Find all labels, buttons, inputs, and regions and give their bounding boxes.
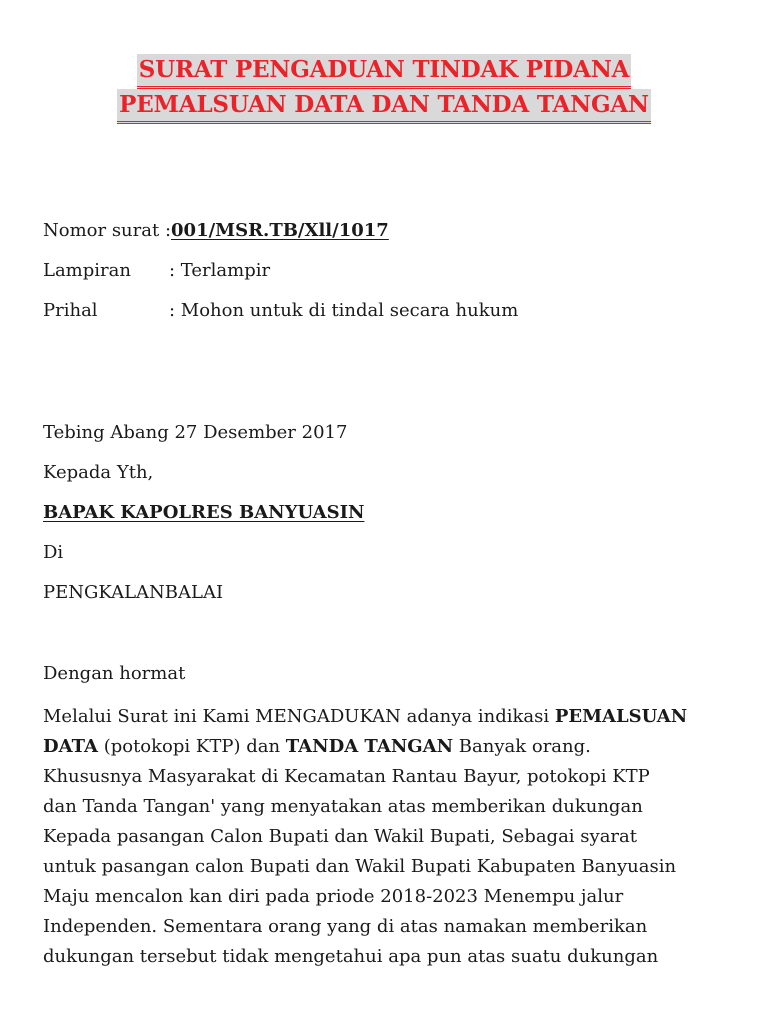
body-line [43, 732, 733, 762]
body-line: Khususnya Masyarakat di Kecamatan Rantau Bayur, potokopi KTP [43, 766, 650, 787]
nomor-surat-label: Nomor surat : [43, 220, 172, 241]
body-text: (potokopi KTP) dan [97, 736, 286, 757]
recipient-city: PENGKALANBALAI [43, 582, 224, 603]
body-line: untuk pasangan calon Bupati dan Wakil Bupati Kabupaten Banyuasin [43, 856, 677, 877]
lampiran-value: : Terlampir [169, 260, 271, 281]
body-bold-text: TANDA TANGAN [285, 736, 454, 757]
prihal-row [43, 299, 518, 323]
body-line: Maju mencalon kan diri pada priode 2018-2023 Menempu jalur [43, 886, 624, 907]
title-line-2: PEMALSUAN DATA DAN TANDA TANGAN [117, 89, 651, 124]
body-line: Kepada pasangan Calon Bupati dan Wakil Bupati, Sebagai syarat [43, 826, 637, 847]
body-line [43, 702, 733, 732]
title-line-1: SURAT PENGADUAN TINDAK PIDANA [137, 54, 632, 89]
prihal-value: : Mohon untuk di tindal secara hukum [169, 300, 519, 321]
kepada-yth: Kepada Yth, [43, 462, 154, 483]
body-bold-text: PEMALSUAN [554, 706, 688, 727]
body-line: dukungan tersebut tidak mengetahui apa pun atas suatu dukungan [43, 946, 659, 967]
body-line: dan Tanda Tangan' yang menyatakan atas memberikan dukungan [43, 796, 643, 817]
body-line: Independen. Sementara orang yang di atas namakan memberikan [43, 916, 648, 937]
lampiran-row [43, 259, 270, 283]
nomor-surat-row [43, 219, 389, 243]
body-paragraph [43, 702, 733, 972]
body-bold-text: DATA [43, 736, 98, 757]
di-label: Di [43, 542, 64, 563]
recipient-name: BAPAK KAPOLRES BANYUASIN [43, 502, 365, 523]
place-date: Tebing Abang 27 Desember 2017 [43, 422, 348, 443]
greeting: Dengan hormat [43, 663, 186, 684]
body-text: Melalui Surat ini Kami MENGADUKAN adanya indikasi [43, 706, 555, 727]
prihal-label: Prihal [43, 300, 98, 321]
body-text: Banyak orang. [453, 736, 591, 757]
letter-title [0, 54, 768, 124]
nomor-surat-value: 001/MSR.TB/Xll/1017 [171, 220, 389, 241]
lampiran-label: Lampiran [43, 260, 131, 281]
